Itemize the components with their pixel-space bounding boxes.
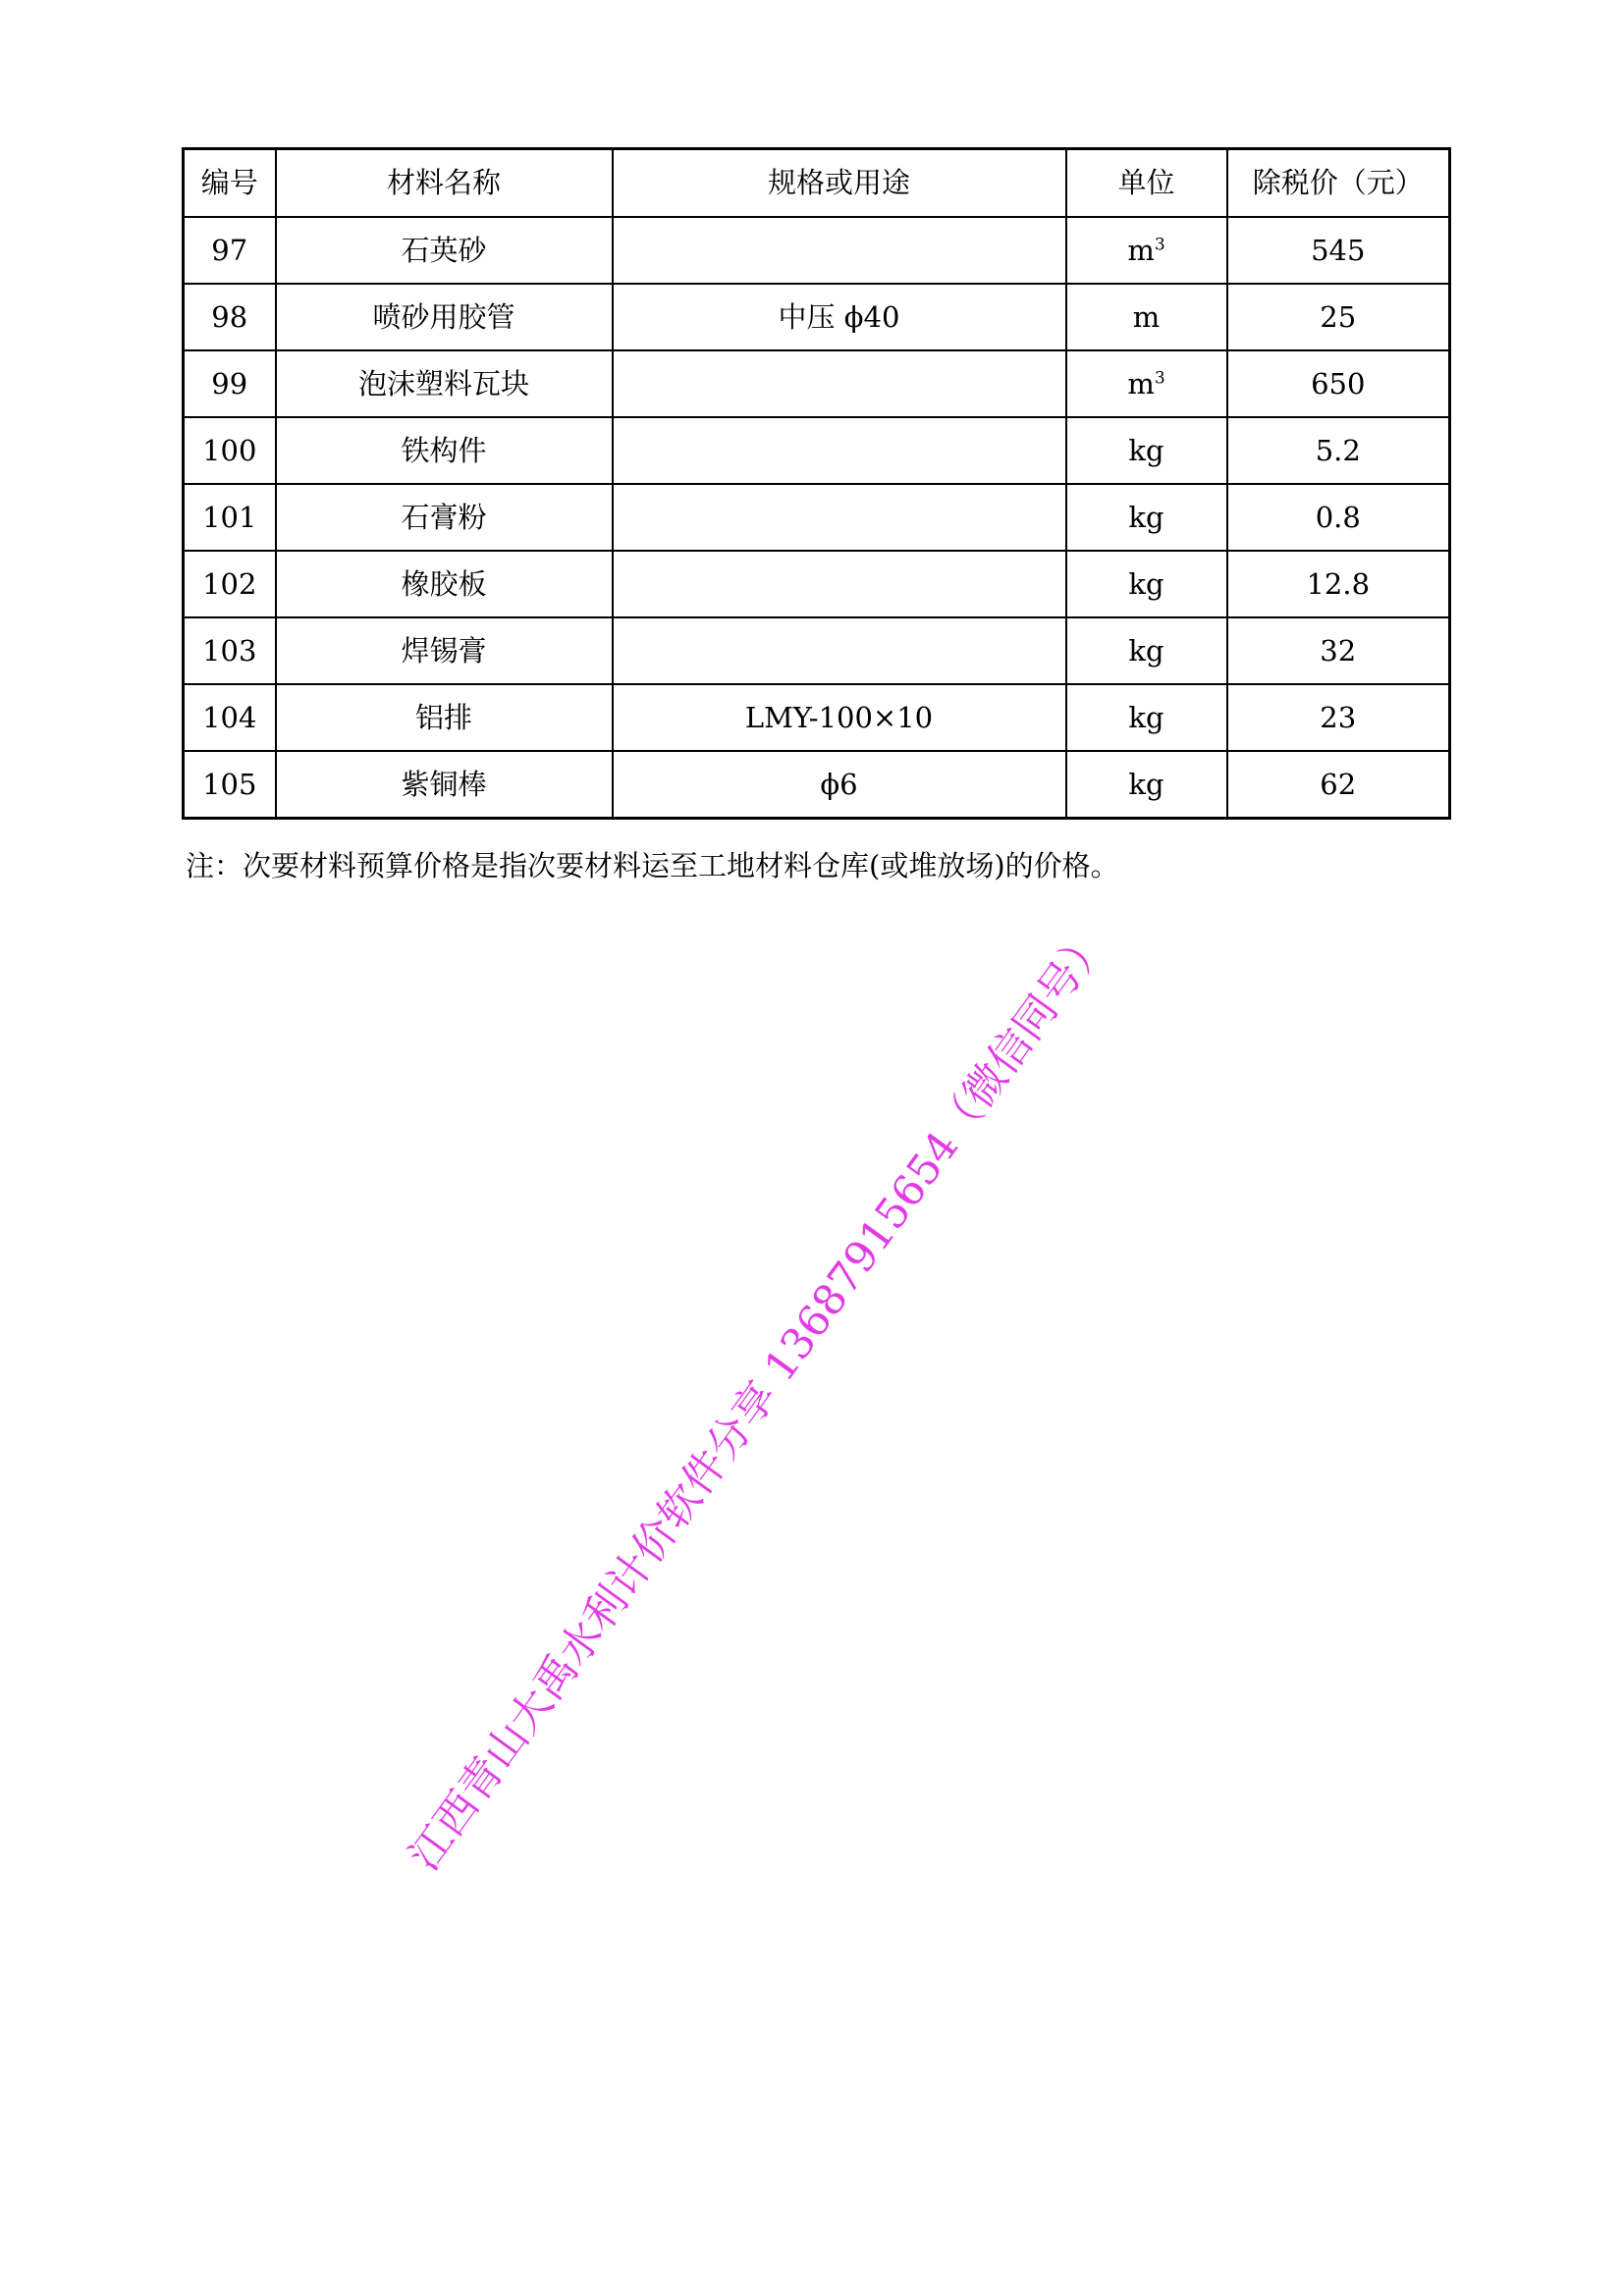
cell-unit	[1066, 617, 1227, 684]
cell-price: 0.8	[1227, 484, 1450, 551]
cell-no: 105	[184, 751, 276, 819]
table-row	[184, 417, 1450, 484]
cell-unit	[1066, 751, 1227, 819]
cell-name: 石英砂	[276, 217, 613, 284]
unit-text: kg	[1128, 767, 1164, 801]
unit-superscript: 3	[1154, 367, 1165, 388]
materials-price-table	[182, 147, 1451, 820]
table-header-row	[184, 149, 1450, 218]
cell-spec	[613, 350, 1066, 417]
cell-name: 喷砂用胶管	[276, 284, 613, 350]
watermark-text: 江西青山大禹水利计价软件分享 13687915654（微信同号）	[400, 918, 1118, 1880]
cell-unit	[1066, 684, 1227, 751]
cell-no: 104	[184, 684, 276, 751]
cell-name: 石膏粉	[276, 484, 613, 551]
unit-superscript: 3	[1154, 234, 1165, 254]
cell-no: 99	[184, 350, 276, 417]
unit-text: m	[1127, 233, 1155, 267]
cell-unit	[1066, 350, 1227, 417]
header-no: 编号	[184, 149, 276, 218]
cell-price: 650	[1227, 350, 1450, 417]
cell-no: 102	[184, 551, 276, 617]
unit-text: kg	[1128, 566, 1164, 601]
cell-spec: LMY-100×10	[613, 684, 1066, 751]
cell-no: 97	[184, 217, 276, 284]
header-spec: 规格或用途	[613, 149, 1066, 218]
table-row	[184, 350, 1450, 417]
cell-spec	[613, 417, 1066, 484]
cell-no: 100	[184, 417, 276, 484]
cell-unit	[1066, 484, 1227, 551]
cell-name: 泡沫塑料瓦块	[276, 350, 613, 417]
cell-spec: 中压 ϕ40	[613, 284, 1066, 350]
cell-price: 32	[1227, 617, 1450, 684]
cell-price: 23	[1227, 684, 1450, 751]
cell-unit	[1066, 551, 1227, 617]
cell-spec	[613, 484, 1066, 551]
cell-spec	[613, 217, 1066, 284]
header-price: 除税价（元）	[1227, 149, 1450, 218]
table-footnote: 注：次要材料预算价格是指次要材料运至工地材料仓库(或堆放场)的价格。	[186, 849, 1119, 882]
cell-price: 25	[1227, 284, 1450, 350]
table-row	[184, 684, 1450, 751]
cell-name: 铁构件	[276, 417, 613, 484]
table-row	[184, 751, 1450, 819]
unit-text: kg	[1128, 500, 1164, 534]
unit-text: kg	[1128, 433, 1164, 467]
unit-text: m	[1132, 299, 1161, 334]
unit-text: m	[1127, 366, 1155, 400]
table-row	[184, 217, 1450, 284]
table-row	[184, 617, 1450, 684]
cell-price: 62	[1227, 751, 1450, 819]
cell-spec: ϕ6	[613, 751, 1066, 819]
cell-price: 545	[1227, 217, 1450, 284]
table-row	[184, 284, 1450, 350]
cell-name: 紫铜棒	[276, 751, 613, 819]
cell-spec	[613, 617, 1066, 684]
cell-price: 12.8	[1227, 551, 1450, 617]
cell-name: 铝排	[276, 684, 613, 751]
cell-no: 98	[184, 284, 276, 350]
cell-unit	[1066, 284, 1227, 350]
header-name: 材料名称	[276, 149, 613, 218]
table-body	[184, 217, 1450, 819]
header-unit: 单位	[1066, 149, 1227, 218]
cell-unit	[1066, 417, 1227, 484]
cell-price: 5.2	[1227, 417, 1450, 484]
cell-name: 焊锡膏	[276, 617, 613, 684]
table-row	[184, 551, 1450, 617]
cell-no: 101	[184, 484, 276, 551]
table-row	[184, 484, 1450, 551]
cell-unit	[1066, 217, 1227, 284]
cell-no: 103	[184, 617, 276, 684]
unit-text: kg	[1128, 633, 1164, 667]
cell-name: 橡胶板	[276, 551, 613, 617]
unit-text: kg	[1128, 700, 1164, 734]
cell-spec	[613, 551, 1066, 617]
